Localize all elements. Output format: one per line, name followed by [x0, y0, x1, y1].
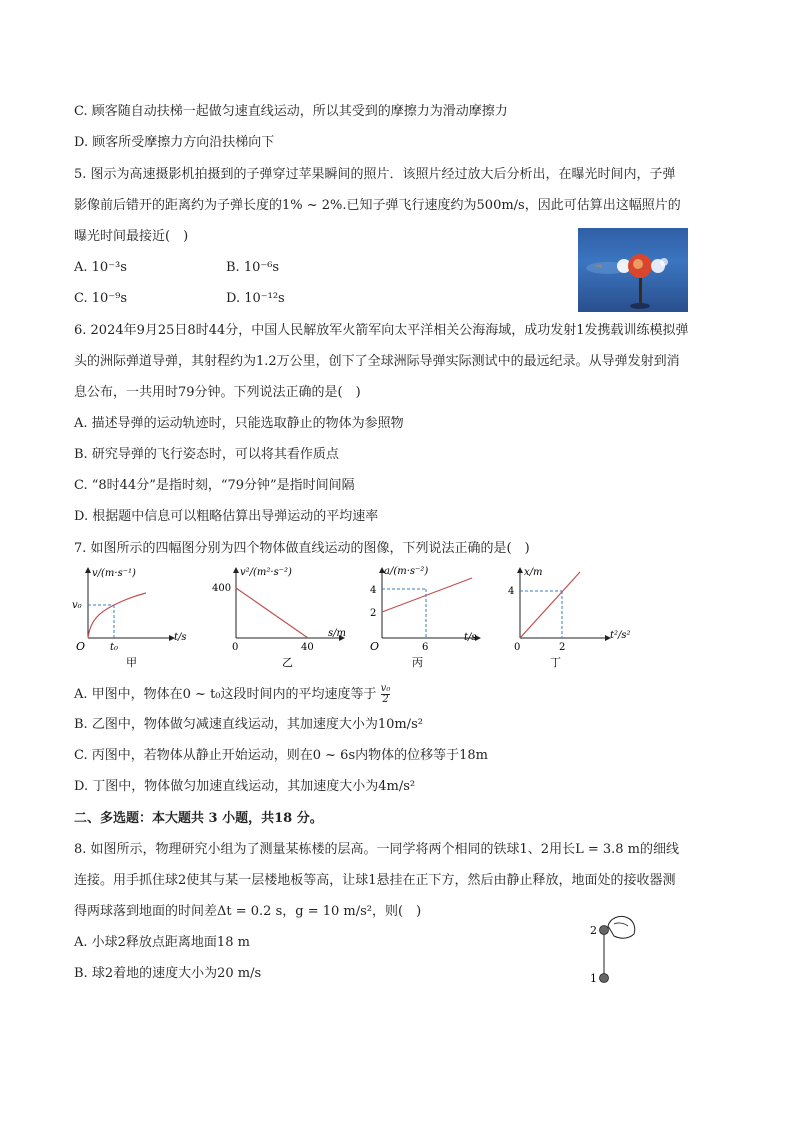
graph-ding-ytick: 4 [508, 586, 515, 597]
graph-ding [508, 567, 631, 669]
q5-option-a: A. 10⁻³s [74, 260, 127, 275]
q5-stem-line3: 曝光时间最接近( ) [74, 229, 189, 244]
graph-bing-ylabel: a/(m·s⁻²) [384, 566, 429, 577]
graph-yi [212, 567, 346, 669]
graph-yi-xlabel: s/m [328, 628, 346, 639]
q6-option-d: D. 根据题中信息可以粗略估算出导弹运动的平均速率 [74, 509, 379, 524]
graph-ding-ylabel: x/m [524, 567, 543, 578]
graph-bing-ytick-4: 4 [370, 585, 377, 596]
q8-option-b: B. 球2着地的速度大小为20 m/s [74, 966, 262, 981]
q6-option-c: C. “8时44分”是指时刻，“79分钟”是指时间间隔 [74, 478, 355, 493]
graph-jia-xlabel: t/s [174, 632, 187, 643]
q5-option-d: D. 10⁻¹²s [226, 291, 285, 306]
q7-option-a-fraction [381, 684, 391, 705]
graph-bing-caption: 丙 [412, 656, 423, 669]
graph-jia-v0: v₀ [72, 600, 82, 611]
q7-option-a [74, 684, 390, 705]
graph-jia-t0: t₀ [110, 642, 119, 653]
q6-option-a: A. 描述导弹的运动轨迹时，只能选取静止的物体为参照物 [74, 416, 404, 431]
q8-option-a: A. 小球2释放点距离地面18 m [74, 935, 250, 950]
graph-jia-caption: 甲 [126, 656, 137, 669]
q7-option-b: B. 乙图中，物体做匀减速直线运动，其加速度大小为10m/s² [74, 717, 423, 732]
graph-jia-origin: O [76, 640, 86, 653]
q7-option-a-text: A. 甲图中，物体在0 ~ t₀这段时间内的平均速度等于 [74, 687, 377, 702]
graph-yi-ytick: 400 [212, 583, 232, 594]
graph-ding-caption: 丁 [550, 656, 561, 669]
q4-option-c: C. 顾客随自动扶梯一起做匀速直线运动，所以其受到的摩擦力为滑动摩擦力 [74, 104, 508, 119]
graph-ding-xtick: 2 [559, 642, 566, 653]
graph-jia-ylabel: v/(m·s⁻¹) [92, 568, 136, 579]
fraction-numerator: v₀ [380, 683, 391, 694]
q5-option-c: C. 10⁻⁹s [74, 291, 128, 306]
q5-stem-line1: 5. 图示为高速摄影机拍摄到的子弹穿过苹果瞬间的照片．该照片经过放大后分析出，在曝光时间内，子弹 [74, 167, 676, 182]
graph-yi-caption: 乙 [282, 656, 293, 669]
q7-option-c: C. 丙图中，若物体从静止开始运动，则在0 ~ 6s内物体的位移等于18m [74, 748, 488, 763]
graph-bing [370, 566, 480, 669]
fraction-denominator: 2 [382, 694, 389, 705]
q7-graphs [66, 560, 666, 672]
graph-jia [72, 568, 187, 669]
graph-bing-xtick: 6 [422, 642, 429, 653]
q6-option-b: B. 研究导弹的飞行姿态时，可以将其看作质点 [74, 447, 339, 462]
ball-1-label: 1 [590, 972, 597, 985]
graph-ding-xlabel: t²/s² [610, 630, 631, 641]
q6-stem-line2: 头的洲际弹道导弹，其射程约为1.2万公里，创下了全球洲际导弹实际测试中的最远纪录。从导弹发射到消 [74, 354, 680, 369]
q6-stem-line3: 息公布，一共用时79分钟。下列说法正确的是( ) [74, 385, 361, 400]
graph-bing-origin: O [370, 640, 380, 653]
graph-yi-ylabel: v²/(m²·s⁻²) [240, 567, 292, 578]
graph-yi-origin: 0 [232, 642, 239, 653]
q8-stem-line1: 8. 如图所示，物理研究小组为了测量某栋楼的层高。一同学将两个相同的铁球1、2用长L = 3.8 m的细线 [74, 842, 680, 857]
q8-figure [584, 912, 644, 992]
q7-stem-line1: 7. 如图所示的四幅图分别为四个物体做直线运动的图像，下列说法正确的是( ) [74, 541, 530, 556]
q5-stem-line2: 影像前后错开的距离约为子弹长度的1% ~ 2%.已知子弹飞行速度约为500m/s，因此可估算出这幅照片的 [74, 198, 681, 213]
q5-option-b: B. 10⁻⁶s [226, 260, 280, 275]
q8-stem-line3: 得两球落到地面的时间差Δt = 0.2 s，g = 10 m/s²，则( ) [74, 904, 422, 919]
q4-option-d: D. 顾客所受摩擦力方向沿扶梯向下 [74, 135, 275, 150]
graph-yi-xtick: 40 [301, 642, 314, 653]
q7-option-d: D. 丁图中，物体做匀加速直线运动，其加速度大小为4m/s² [74, 779, 416, 794]
bullet-apple-photo [578, 228, 688, 312]
section-multi-choice-header: 二、多选题：本大题共 3 小题，共18 分。 [74, 811, 323, 826]
q8-stem-line2: 连接。用手抓住球2使其与某一层楼地板等高，让球1悬挂在正下方，然后由静止释放，地面处的接收器测 [74, 873, 676, 888]
graph-bing-xlabel: t/s [464, 632, 477, 643]
ball-2-label: 2 [590, 924, 597, 937]
q6-stem-line1: 6. 2024年9月25日8时44分，中国人民解放军火箭军向太平洋相关公海海域，成功发射1发携载训练模拟弹 [74, 323, 689, 338]
graph-ding-origin: 0 [514, 642, 521, 653]
graph-bing-ytick-2: 2 [370, 608, 377, 619]
